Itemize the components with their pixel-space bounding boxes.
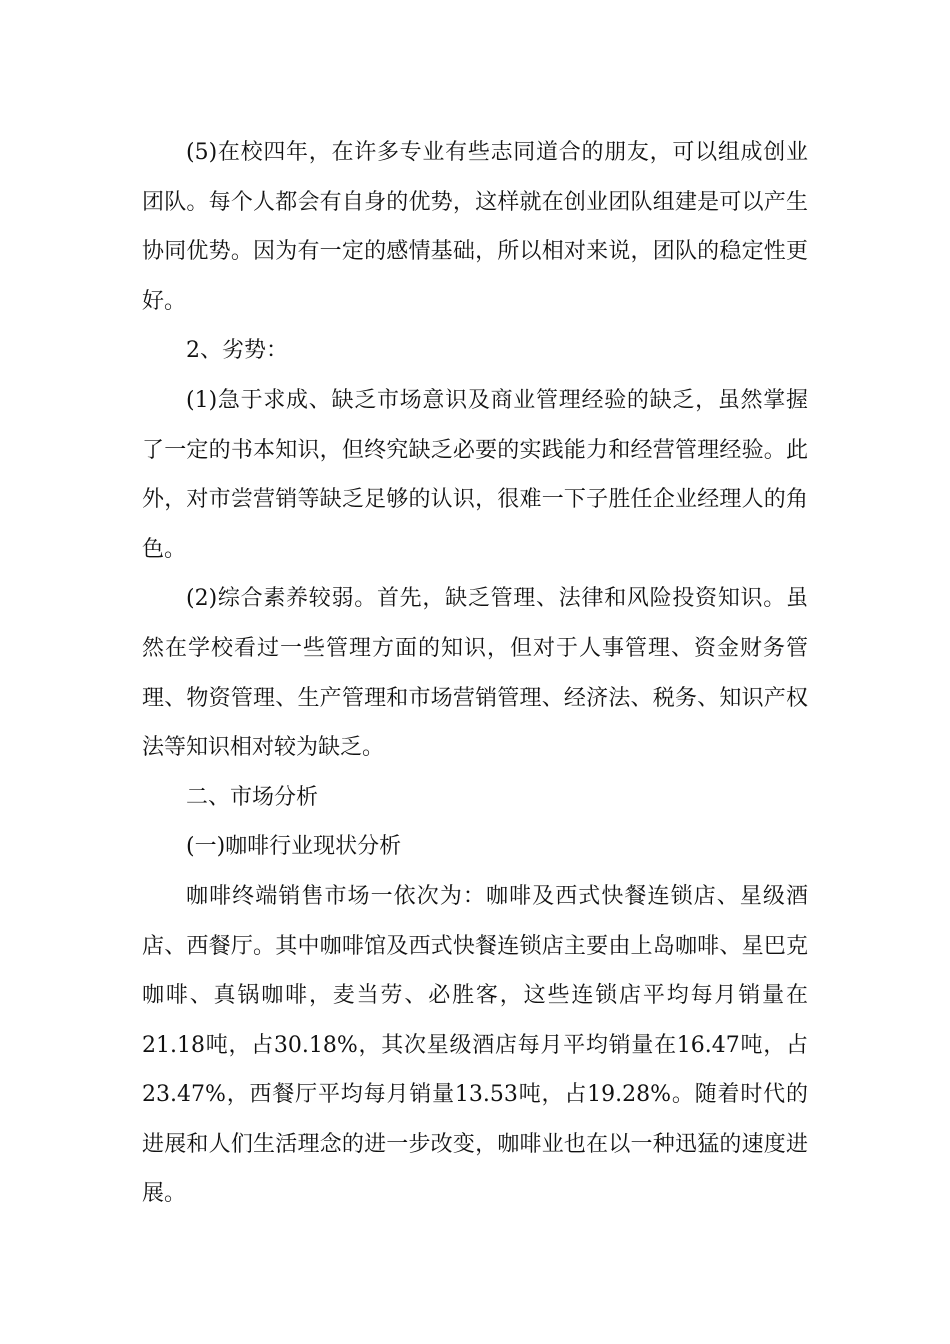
heading-disadvantages: 2、劣势： (186, 338, 288, 364)
document-page (142, 128, 808, 1219)
subheading-coffee-industry: (一)咖啡行业现状分析 (186, 834, 402, 860)
paragraph-team-advantage: (5)在校四年，在许多专业有些志同道合的朋友，可以组成创业团队。每个人都会有自身的优势，这样就在创业团队组建是可以产生协同优势。因为有一定的感情基础，所以相对来说，团队的稳定性更好。 (142, 140, 808, 314)
paragraph-coffee-market: 咖啡终端销售市场一依次为：咖啡及西式快餐连锁店、星级酒店、西餐厅。其中咖啡馆及西式快餐连锁店主要由上岛咖啡、星巴克咖啡、真锅咖啡，麦当劳、必胜客，这些连锁店平均每月销量在21.18吨，占30.18%，其次星级酒店每月平均销量在16.47吨，占23.47%，西餐厅平均每月销量13.53吨，占19.28%。随着时代的进展和人们生活理念的进一步改变，咖啡业也在以一种迅猛的速度进展。 (142, 883, 808, 1207)
heading-market-analysis: 二、市场分析 (186, 784, 319, 810)
paragraph-experience-lack: (1)急于求成、缺乏市场意识及商业管理经验的缺乏，虽然掌握了一定的书本知识，但终究缺乏必要的实践能力和经营管理经验。此外，对市尝营销等缺乏足够的认识，很难一下子胜任企业经理人的角色。 (142, 387, 808, 562)
paragraph-knowledge-lack: (2)综合素养较弱。首先，缺乏管理、法律和风险投资知识。虽然在学校看过一些管理方面的知识，但对于人事管理、资金财务管理、物资管理、生产管理和市场营销管理、经济法、税务、知识产权法等知识相对较为缺乏。 (142, 586, 808, 761)
